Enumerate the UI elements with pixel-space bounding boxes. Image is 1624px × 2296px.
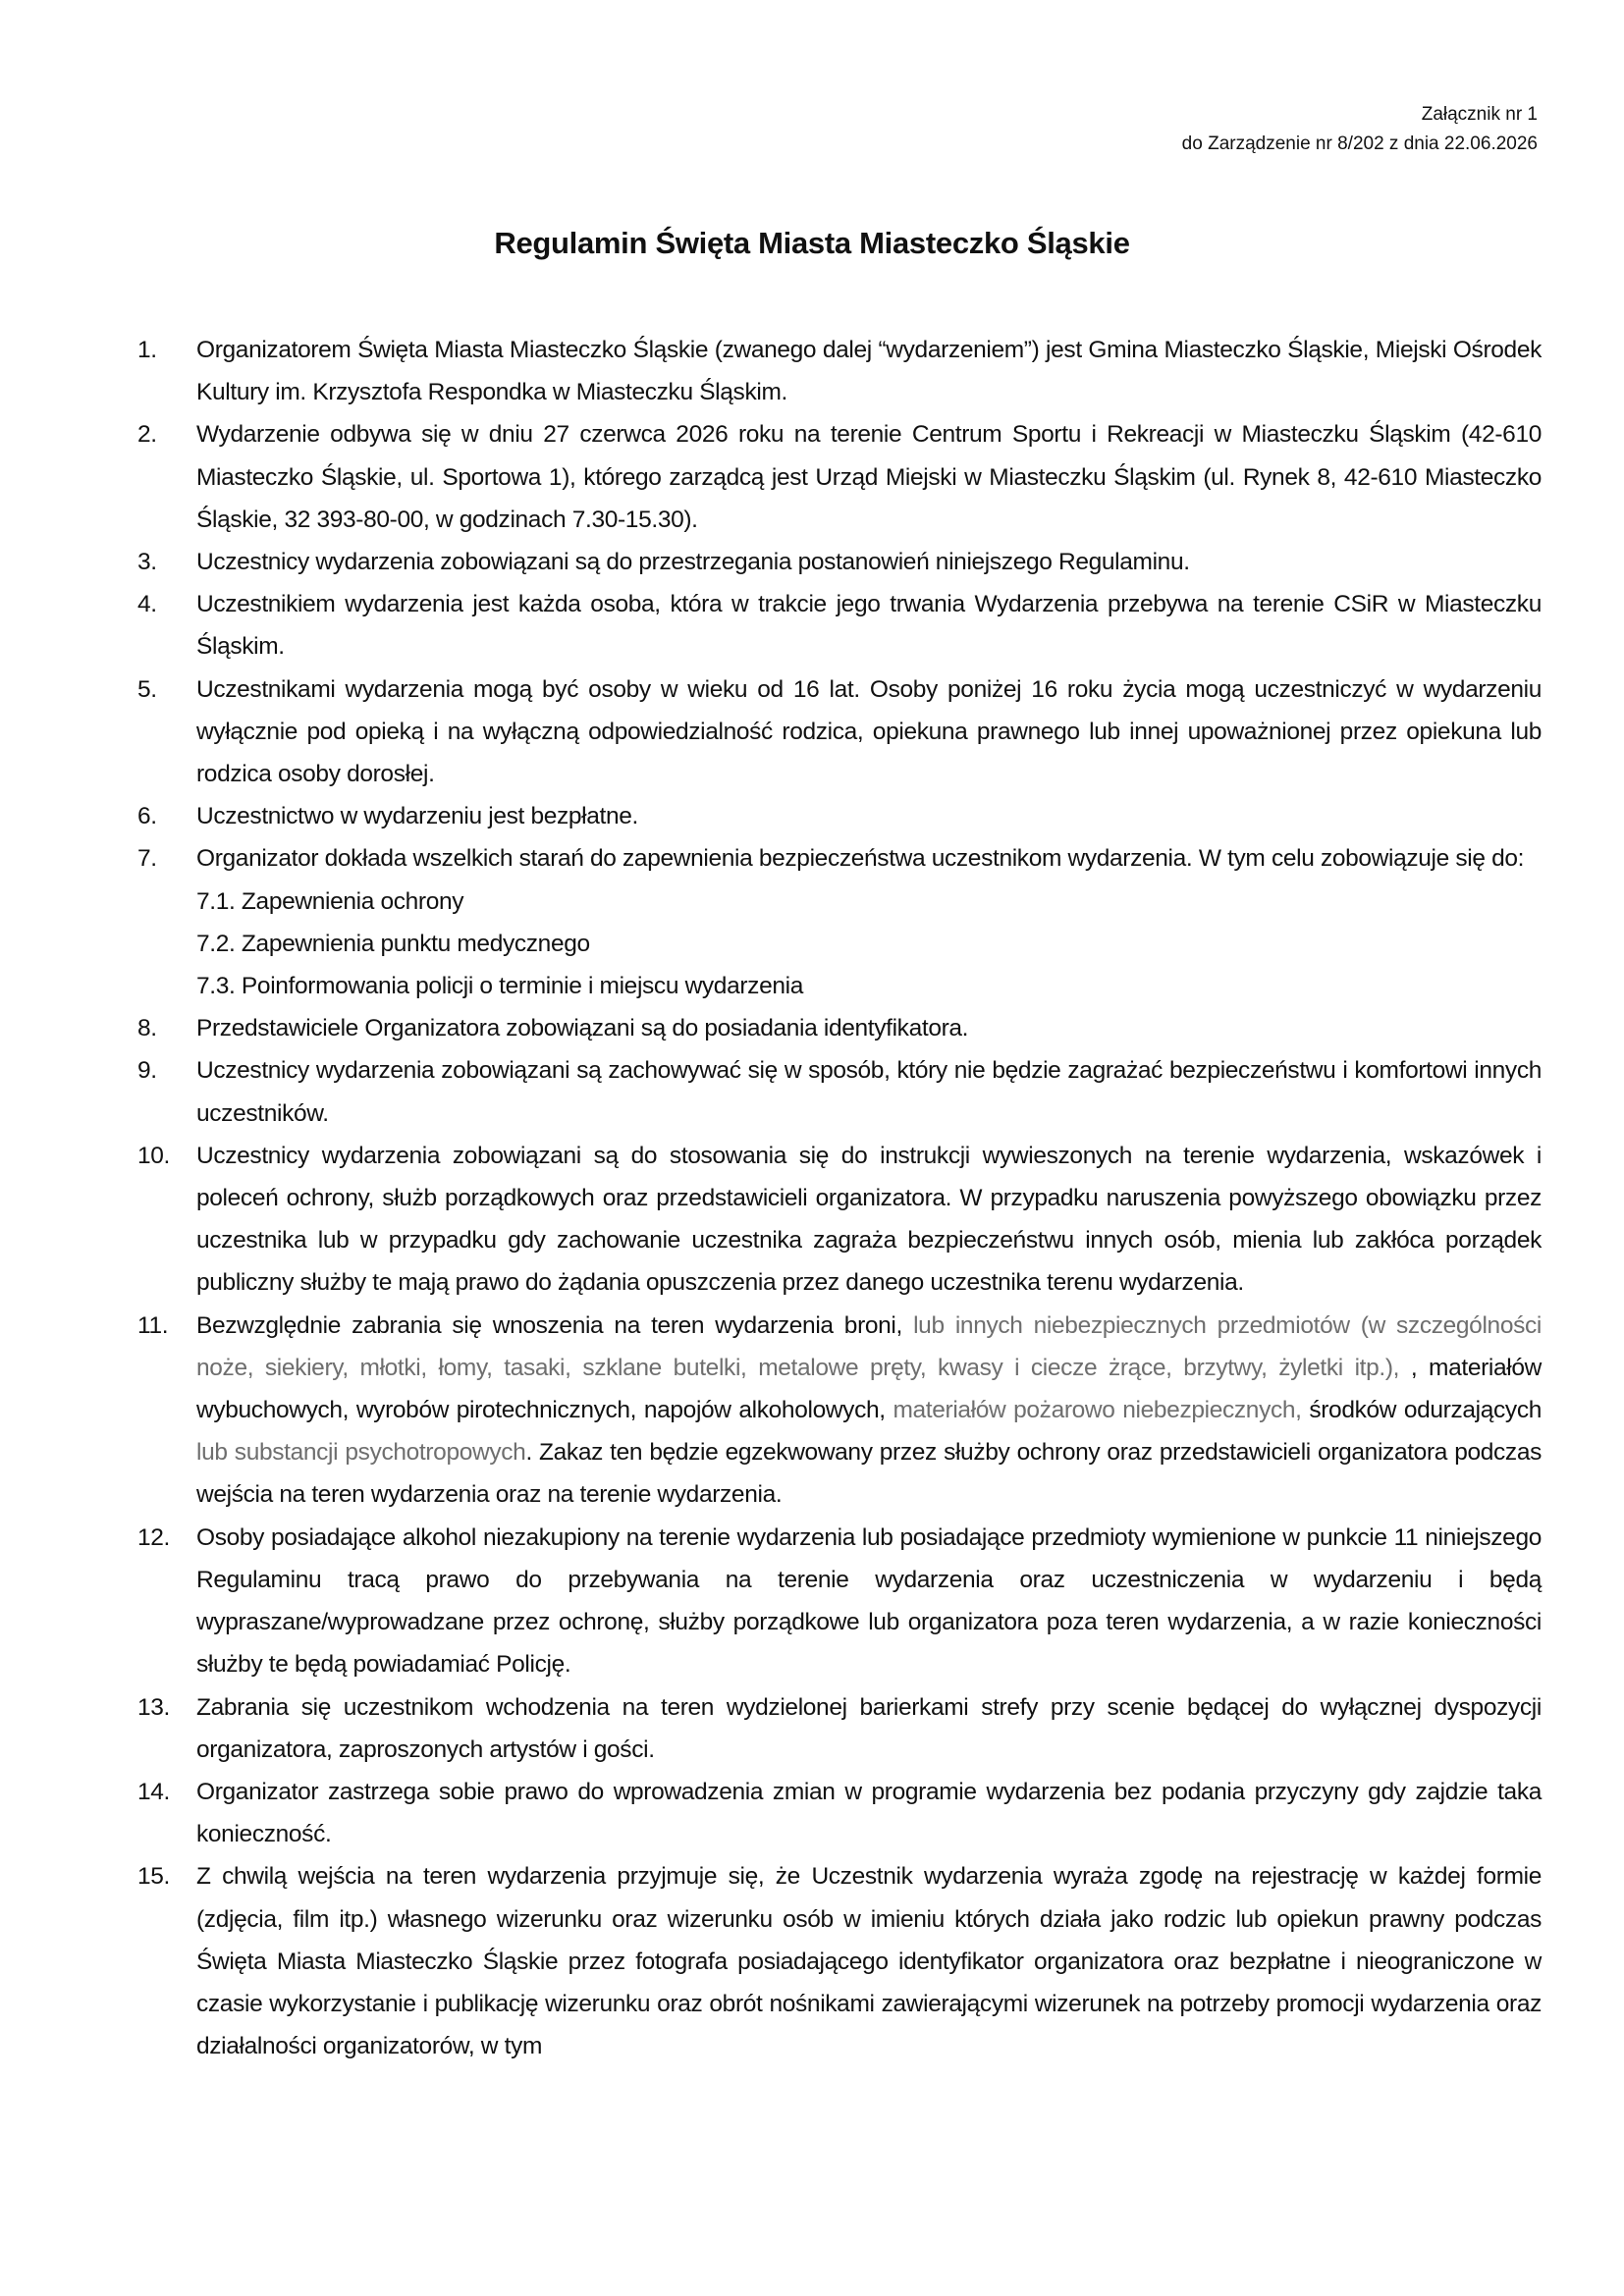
item-number: 2. <box>137 421 157 449</box>
item-number: 13. <box>137 1693 171 1721</box>
item-text: Uczestnicy wydarzenia zobowiązani są do stosowania się do instrukcji wywieszonych na terenie wydarzenia, wskazówek i poleceń ochrony, służb porządkowych oraz przedstawicieli organizatora. W przypadku naruszenia powyższego obowiązku przez uczestnika lub w przypadku gdy zachowanie uczestnika zagraża bezpieczeństwu innych osób, mienia lub zakłóca porządek publiczny służby te mają prawo do żądania opuszczenia przez danego uczestnika terenu wydarzenia. <box>196 1142 1542 1297</box>
regulation-list <box>137 329 1542 2067</box>
item-text: Organizatorem Święta Miasta Miasteczko Śląskie (zwanego dalej “wydarzeniem”) jest Gmina Miasteczko Śląskie, Miejski Ośrodek Kultury im. Krzysztofa Respondka w Miasteczku Śląskim. <box>196 337 1542 406</box>
regulation-item-4 <box>137 583 1542 667</box>
item-11-part: Bezwzględnie zabrania się wnoszenia na teren wydarzenia broni, <box>196 1311 914 1339</box>
sub-item-7-2: 7.2. Zapewnienia punktu medycznego <box>196 930 590 957</box>
regulation-item-13 <box>137 1686 1542 1771</box>
regulation-item-2 <box>137 413 1542 541</box>
item-number: 9. <box>137 1057 157 1085</box>
item-text: Organizator dokłada wszelkich starań do zapewnienia bezpieczeństwa uczestnikom wydarzenia. W tym celu zobowiązuje się do: <box>196 845 1525 873</box>
item-text: Uczestnicy wydarzenia zobowiązani są zachowywać się w sposób, który nie będzie zagrażać bezpieczeństwu i komfortowi innych uczestników. <box>196 1057 1542 1127</box>
regulation-item-7 <box>137 837 1542 1007</box>
item-text: Organizator zastrzega sobie prawo do wprowadzenia zmian w programie wydarzenia bez podania przyczyny gdy zajdzie taka konieczność. <box>196 1778 1542 1848</box>
item-text: Z chwilą wejścia na teren wydarzenia przyjmuje się, że Uczestnik wydarzenia wyraża zgodę na rejestrację w każdej formie (zdjęcia, film itp.) własnego wizerunku oraz wizerunku osób w imieniu których działa jako rodzic lub opiekun prawny podczas Święta Miasta Miasteczko Śląskie przez fotografa posiadającego identyfikator organizatora oraz bezpłatne i nieograniczone w czasie wykorzystanie i publikację wizerunku oraz obrót nośnikami zawierającymi wizerunek na potrzeby promocji wydarzenia oraz działalności organizatorów, w tym <box>196 1863 1542 2060</box>
regulation-item-1 <box>137 329 1542 413</box>
item-number: 1. <box>137 337 157 363</box>
annex-line-2: do Zarządzenie nr 8/202 z dnia 22.06.2026 <box>1181 133 1538 154</box>
item-text: Zabrania się uczestnikom wchodzenia na teren wydzielonej barierkami strefy przy scenie będącej do wyłącznej dyspozycji organizatora, zaproszonych artystów i gości. <box>196 1693 1542 1763</box>
item-number: 6. <box>137 803 157 830</box>
item-11-part: środków odurzających <box>1309 1397 1542 1424</box>
regulation-item-5 <box>137 668 1542 796</box>
item-text: Uczestnictwo w wydarzeniu jest bezpłatne. <box>196 803 639 830</box>
item-text <box>196 1305 1542 1517</box>
item-number: 4. <box>137 591 157 618</box>
item-11-part: , materiałów wybuchowych, wyrobów pirotechnicznych, napojów alkoholowych, <box>196 1354 1542 1424</box>
item-text: Uczestnikiem wydarzenia jest każda osoba, która w trakcie jego trwania Wydarzenia przebywa na terenie CSiR w Miasteczku Śląskim. <box>196 591 1542 661</box>
item-text: Uczestnicy wydarzenia zobowiązani są do przestrzegania postanowień niniejszego Regulaminu. <box>196 549 1190 576</box>
item-number: 3. <box>137 549 157 576</box>
item-number: 11. <box>137 1311 169 1339</box>
item-number: 10. <box>137 1142 171 1169</box>
item-text: Wydarzenie odbywa się w dniu 27 czerwca 2026 roku na terenie Centrum Sportu i Rekreacji w Miasteczku Śląskim (42-610 Miasteczko Śląskie, ul. Sportowa 1), którego zarządcą jest Urząd Miejski w Miasteczku Śląskim (ul. Rynek 8, 42-610 Miasteczko Śląskie, 32 393-80-00, w godzinach 7.30-15.30). <box>196 421 1542 533</box>
item-11-part-grey: materiałów pożarowo niebezpiecznych, <box>893 1397 1310 1424</box>
regulation-item-10 <box>137 1135 1542 1305</box>
regulation-item-15 <box>137 1855 1542 2067</box>
document-title: Regulamin Święta Miasta Miasteczko Śląskie <box>494 226 1130 260</box>
sub-item-7-3: 7.3. Poinformowania policji o terminie i miejscu wydarzenia <box>196 973 803 1000</box>
item-text: Przedstawiciele Organizatora zobowiązani są do posiadania identyfikatora. <box>196 1015 969 1042</box>
item-number: 8. <box>137 1015 157 1042</box>
item-number: 7. <box>137 845 157 873</box>
annex-header <box>1182 100 1538 159</box>
regulation-item-14 <box>137 1771 1542 1855</box>
item-number: 5. <box>137 675 157 703</box>
item-text: Uczestnikami wydarzenia mogą być osoby w wieku od 16 lat. Osoby poniżej 16 roku życia mogą uczestniczyć w wydarzeniu wyłącznie pod opieką i na wyłączną odpowiedzialność rodzica, opiekuna prawnego lub innej upoważnionej przez opiekuna lub rodzica osoby dorosłej. <box>196 675 1542 788</box>
regulation-item-9 <box>137 1049 1542 1134</box>
annex-line-1: Załącznik nr 1 <box>1421 104 1538 125</box>
item-number: 15. <box>137 1863 171 1891</box>
regulation-item-6 <box>137 795 1542 837</box>
regulation-item-11 <box>137 1305 1542 1517</box>
item-11-part-grey: lub substancji psychotropowych <box>196 1439 526 1467</box>
item-number: 12. <box>137 1523 171 1551</box>
regulation-item-3 <box>137 541 1542 583</box>
item-11-part-grey: lub innych niebezpiecznych przedmiotów (w szczególności noże, siekiery, młotki, łomy, tasaki, szklane butelki, metalowe pręty, kwasy i ciecze żrące, brzytwy, żyletki itp.), <box>196 1311 1543 1381</box>
item-text: Osoby posiadające alkohol niezakupiony na terenie wydarzenia lub posiadające przedmioty wymienione w punkcie 11 niniejszego Regulaminu tracą prawo do przebywania na terenie wydarzenia oraz uczestniczenia w wydarzeniu i będą wypraszane/wyprowadzane przez ochronę, służby porządkowe lub organizatora poza teren wydarzenia, a w razie konieczności służby te będą powiadamiać Policję. <box>196 1523 1542 1679</box>
sub-item-7-1: 7.1. Zapewnienia ochrony <box>196 887 464 915</box>
regulation-item-8 <box>137 1007 1542 1049</box>
item-number: 14. <box>137 1778 171 1805</box>
regulation-item-12 <box>137 1517 1542 1686</box>
item-11-part: . Zakaz ten będzie egzekwowany przez służby ochrony oraz przedstawicieli organizatora podczas wejścia na teren wydarzenia oraz na terenie wydarzenia. <box>196 1439 1542 1509</box>
